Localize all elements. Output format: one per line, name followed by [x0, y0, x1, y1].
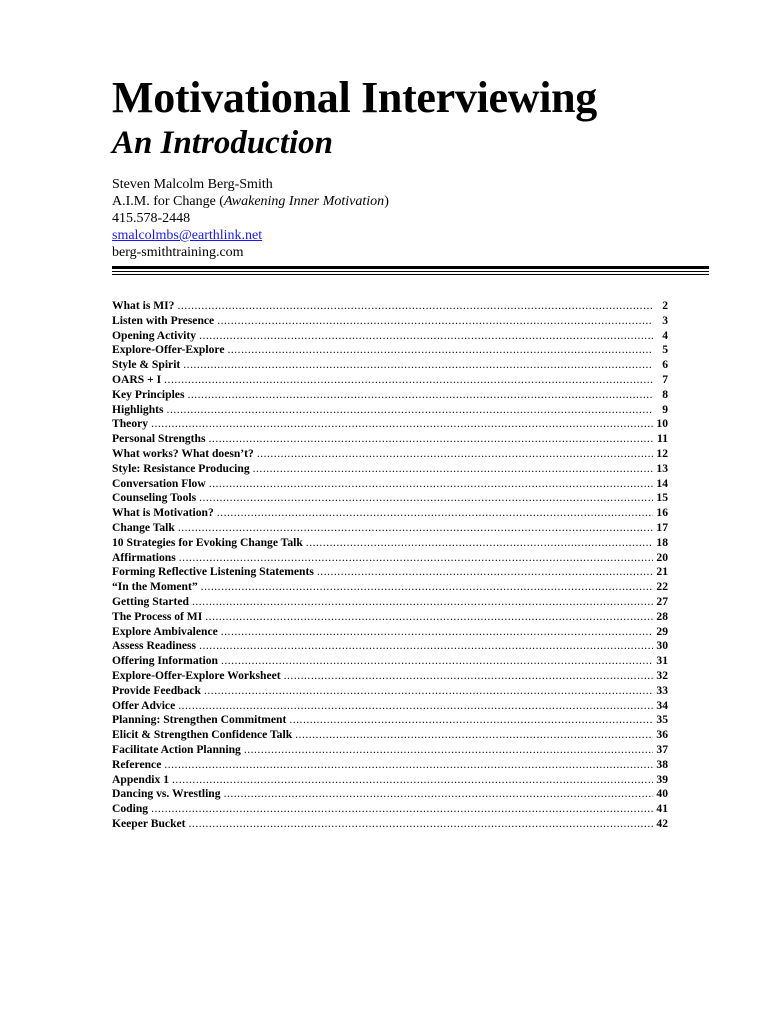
toc-entry-title: What works? What doesn’t? [112, 446, 254, 460]
toc-dot-leader [205, 610, 653, 625]
org-prefix: A.I.M. for Change ( [112, 194, 224, 209]
toc-entry-title: Style: Resistance Producing [112, 461, 250, 475]
toc-entry-title: OARS + I [112, 372, 162, 386]
toc-entry-page: 27 [656, 594, 668, 608]
toc-entry-page: 7 [662, 372, 668, 386]
toc-dot-leader [209, 432, 653, 447]
toc-entry[interactable] [112, 728, 668, 743]
toc-entry[interactable] [112, 358, 668, 373]
toc-entry[interactable] [112, 787, 668, 802]
toc-entry-page: 16 [656, 506, 668, 520]
toc-entry-title: Personal Strengths [112, 432, 206, 446]
toc-entry-title: “In the Moment” [112, 580, 198, 594]
toc-dot-leader [306, 536, 653, 551]
toc-entry[interactable] [112, 684, 668, 699]
toc-entry-title: Coding [112, 802, 149, 816]
toc-entry-page: 6 [662, 358, 668, 372]
divider-thick [112, 266, 709, 269]
toc-dot-leader [224, 787, 653, 802]
toc-dot-leader [284, 669, 653, 684]
toc-dot-leader [178, 521, 653, 536]
toc-entry-title: Dancing vs. Wrestling [112, 787, 221, 801]
toc-dot-leader [167, 403, 653, 418]
toc-entry[interactable] [112, 639, 668, 654]
toc-entry-page: 39 [656, 772, 668, 786]
toc-dot-leader [172, 773, 653, 788]
toc-entry-page: 12 [656, 446, 668, 460]
toc-entry-title: Appendix 1 [112, 772, 170, 786]
toc-entry[interactable] [112, 580, 668, 595]
toc-entry[interactable] [112, 595, 668, 610]
toc-entry-page: 42 [656, 816, 668, 830]
toc-entry[interactable] [112, 447, 668, 462]
toc-entry-page: 41 [656, 802, 668, 816]
toc-dot-leader [201, 580, 653, 595]
toc-entry[interactable] [112, 551, 668, 566]
toc-entry-page: 17 [656, 520, 668, 534]
toc-entry[interactable] [112, 610, 668, 625]
toc-dot-leader [177, 299, 653, 314]
toc-entry-page: 37 [656, 742, 668, 756]
toc-entry[interactable] [112, 758, 668, 773]
toc-entry-title: Affirmations [112, 550, 176, 564]
toc-entry-page: 36 [656, 728, 668, 742]
toc-entry-page: 38 [656, 757, 668, 771]
toc-entry-title: Assess Readiness [112, 639, 197, 653]
org-suffix: ) [384, 194, 389, 209]
toc-entry-page: 13 [656, 461, 668, 475]
toc-dot-leader [187, 388, 653, 403]
toc-entry[interactable] [112, 506, 668, 521]
toc-entry-page: 5 [662, 343, 668, 357]
toc-entry-page: 21 [656, 565, 668, 579]
toc-entry-page: 8 [662, 387, 668, 401]
toc-dot-leader [209, 477, 653, 492]
toc-entry-title: Facilitate Action Planning [112, 742, 241, 756]
toc-dot-leader [253, 462, 653, 477]
author-email-link[interactable]: smalcolmbs@earthlink.net [112, 228, 263, 243]
toc-entry[interactable] [112, 521, 668, 536]
author-website: berg-smithtraining.com [112, 245, 244, 260]
toc-entry-page: 28 [656, 609, 668, 623]
toc-entry[interactable] [112, 329, 668, 344]
toc-entry-title: Key Principles [112, 387, 185, 401]
org-tagline: Awakening Inner Motivation [223, 194, 385, 209]
toc-entry[interactable] [112, 536, 668, 551]
toc-dot-leader [217, 314, 653, 329]
toc-dot-leader [192, 595, 653, 610]
toc-entry-page: 18 [656, 535, 668, 549]
toc-dot-leader [164, 373, 653, 388]
author-phone: 415.578-2448 [112, 211, 191, 226]
toc-dot-leader [199, 639, 653, 654]
author-info [112, 176, 389, 261]
toc-dot-leader [295, 728, 653, 743]
toc-entry-title: Explore Ambivalence [112, 624, 218, 638]
toc-dot-leader [151, 417, 653, 432]
toc-entry[interactable] [112, 491, 668, 506]
toc-entry-page: 3 [662, 313, 668, 327]
toc-entry-title: Opening Activity [112, 328, 197, 342]
toc-dot-leader [317, 565, 653, 580]
toc-entry[interactable] [112, 699, 668, 714]
toc-entry[interactable] [112, 388, 668, 403]
toc-entry-page: 20 [656, 550, 668, 564]
toc-entry-title: 10 Strategies for Evoking Change Talk [112, 535, 303, 549]
toc-entry-title: Planning: Strengthen Commitment [112, 713, 287, 727]
toc-entry-page: 2 [662, 299, 668, 312]
toc-entry-page: 4 [662, 328, 668, 342]
toc-entry[interactable] [112, 713, 668, 728]
toc-entry[interactable] [112, 802, 668, 817]
toc-entry[interactable] [112, 625, 668, 640]
table-of-contents [112, 299, 668, 832]
toc-dot-leader [189, 817, 653, 832]
toc-entry-title: Explore-Offer-Explore [112, 343, 225, 357]
toc-entry-title: Change Talk [112, 520, 175, 534]
toc-dot-leader [257, 447, 653, 462]
toc-entry-title: Elicit & Strengthen Confidence Talk [112, 728, 293, 742]
toc-entry-page: 15 [656, 491, 668, 505]
toc-entry-page: 30 [656, 639, 668, 653]
toc-entry-page: 11 [657, 432, 668, 446]
toc-entry-title: Highlights [112, 402, 164, 416]
toc-entry-title: What is Motivation? [112, 506, 214, 520]
toc-dot-leader [204, 684, 653, 699]
toc-entry-title: Provide Feedback [112, 683, 201, 697]
toc-entry-title: Style & Spirit [112, 358, 181, 372]
document-title: Motivational Interviewing [112, 73, 598, 122]
toc-dot-leader [221, 654, 653, 669]
toc-entry[interactable] [112, 343, 668, 358]
toc-entry[interactable] [112, 299, 668, 314]
toc-dot-leader [199, 329, 653, 344]
toc-entry[interactable] [112, 373, 668, 388]
toc-dot-leader [289, 713, 653, 728]
toc-entry[interactable] [112, 462, 668, 477]
toc-entry[interactable] [112, 654, 668, 669]
toc-entry-title: Listen with Presence [112, 313, 215, 327]
toc-entry-page: 29 [656, 624, 668, 638]
toc-entry-title: What is MI? [112, 299, 175, 312]
toc-entry[interactable] [112, 417, 668, 432]
toc-dot-leader [183, 358, 653, 373]
toc-entry-title: Forming Reflective Listening Statements [112, 565, 314, 579]
toc-entry-title: Keeper Bucket [112, 816, 186, 830]
toc-entry-page: 33 [656, 683, 668, 697]
toc-entry-title: The Process of MI [112, 609, 203, 623]
toc-dot-leader [178, 699, 653, 714]
toc-entry-title: Explore-Offer-Explore Worksheet [112, 668, 281, 682]
toc-entry[interactable] [112, 314, 668, 329]
toc-entry-page: 9 [662, 402, 668, 416]
divider-thin-2 [112, 274, 709, 275]
divider-thin-1 [112, 271, 709, 272]
toc-entry-title: Getting Started [112, 594, 189, 608]
toc-dot-leader [217, 506, 653, 521]
toc-entry-page: 32 [656, 668, 668, 682]
toc-entry-page: 35 [656, 713, 668, 727]
toc-entry-title: Offering Information [112, 654, 218, 668]
toc-entry[interactable] [112, 669, 668, 684]
toc-entry-page: 40 [656, 787, 668, 801]
toc-entry-title: Offer Advice [112, 698, 176, 712]
toc-entry[interactable] [112, 477, 668, 492]
toc-entry-page: 31 [656, 654, 668, 668]
toc-entry-title: Reference [112, 757, 162, 771]
toc-dot-leader [244, 743, 653, 758]
toc-entry[interactable] [112, 432, 668, 447]
toc-entry[interactable] [112, 773, 668, 788]
toc-dot-leader [221, 625, 653, 640]
toc-entry-page: 22 [656, 580, 668, 594]
toc-entry[interactable] [112, 743, 668, 758]
toc-entry-title: Theory [112, 417, 149, 431]
toc-entry-page: 14 [656, 476, 668, 490]
toc-entry[interactable] [112, 817, 668, 832]
toc-entry-page: 10 [656, 417, 668, 431]
toc-entry[interactable] [112, 403, 668, 418]
toc-entry[interactable] [112, 565, 668, 580]
author-organization [112, 193, 389, 210]
toc-dot-leader [151, 802, 653, 817]
toc-dot-leader [199, 491, 653, 506]
toc-dot-leader [179, 551, 653, 566]
toc-entry-title: Conversation Flow [112, 476, 206, 490]
toc-dot-leader [227, 343, 653, 358]
toc-entry-title: Counseling Tools [112, 491, 197, 505]
toc-dot-leader [164, 758, 653, 773]
author-name: Steven Malcolm Berg-Smith [112, 177, 273, 192]
document-subtitle: An Introduction [112, 125, 334, 161]
toc-entry-page: 34 [656, 698, 668, 712]
